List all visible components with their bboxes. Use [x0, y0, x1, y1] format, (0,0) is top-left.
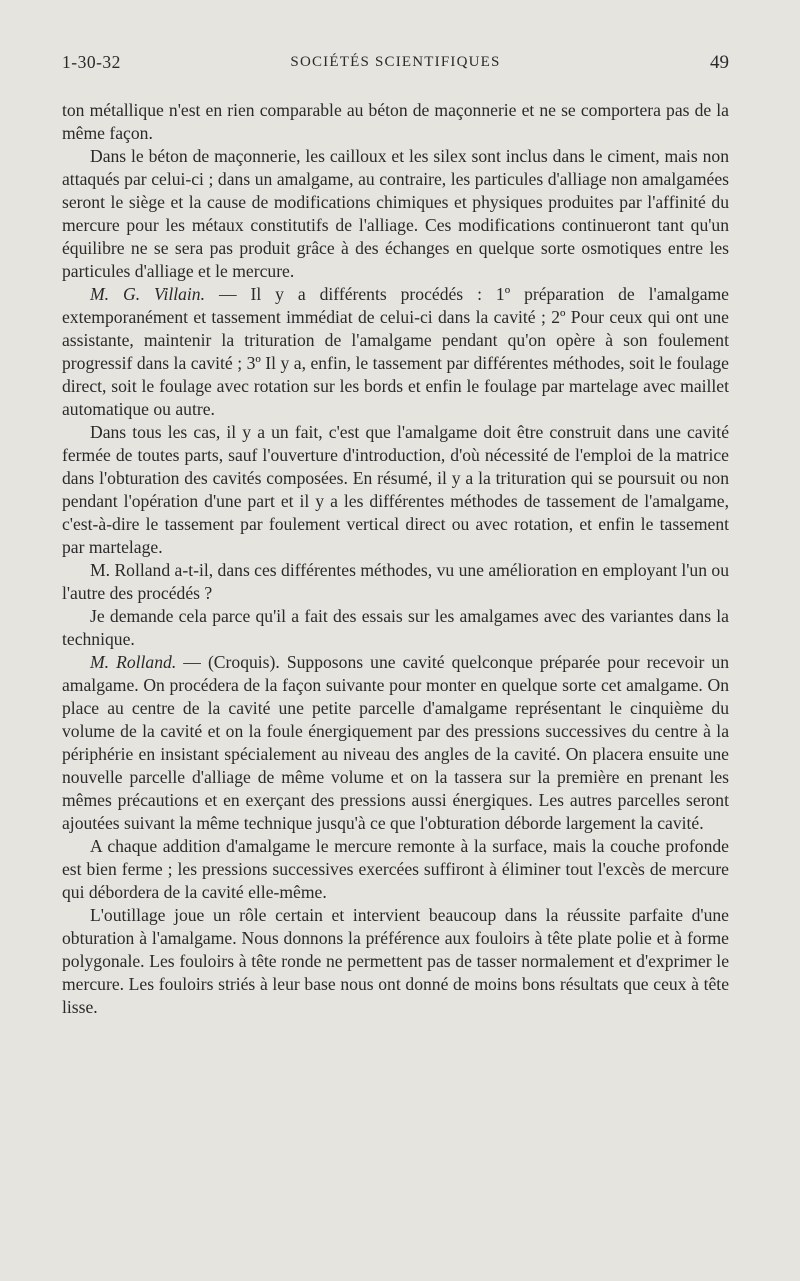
paragraph-text: — Il y a différents procédés : 1º préparation de l'amalgame extemporanément et tassement immédiat de celui-ci dans la cavité ; 2º Pour ceux qui ont une assistante, maintenir la trituration de l'amalgame pendant qu'on opère à son foulement progressif dans la cavité ; 3º Il y a, enfin, le tassement par différentes méthodes, soit le foulage direct, soit le foulage avec rotation sur les bords et enfin le foulage par martelage avec maillet automatique ou autre.: [62, 284, 729, 419]
paragraph-2: [62, 145, 729, 283]
paragraph-3: [62, 283, 729, 421]
paragraph-text: Dans tous les cas, il y a un fait, c'est que l'amalgame doit être construit dans une cavité fermée de toutes parts, sauf l'ouverture d'introduction, d'où nécessité de l'emploi de la matrice dans l'obturation des cavités composées. En résumé, il y a la trituration qui se poursuit ou non pendant l'opération d'une part et il y a les différentes méthodes de tassement de l'amalgame, c'est-à-dire le tassement par foulement vertical direct ou avec rotation, et enfin le tassement par martelage.: [62, 422, 729, 557]
paragraph-9: [62, 904, 729, 1019]
paragraph-text: L'outillage joue un rôle certain et intervient beaucoup dans la réussite parfaite d'une obturation à l'amalgame. Nous donnons la préférence aux fouloirs à tête plate polie et à forme polygonale. Les fouloirs à tête ronde ne permettent pas de tasser normalement et d'exprimer le mercure. Les fouloirs striés à leur base nous ont donné de moins bons résultats que ceux à tête lisse.: [62, 905, 729, 1017]
paragraph-text: M. Rolland a-t-il, dans ces différentes méthodes, vu une amélioration en employant l'un ou l'autre des procédés ?: [62, 560, 729, 603]
paragraph-7: [62, 651, 729, 835]
body-text: [62, 99, 729, 1019]
paragraph-8: [62, 835, 729, 904]
paragraph-5: [62, 559, 729, 605]
paragraph-6: [62, 605, 729, 651]
paragraph-text: ton métallique n'est en rien comparable au béton de maçonnerie et ne se comportera pas de la même façon.: [62, 100, 729, 143]
header-date: 1-30-32: [62, 52, 121, 72]
paragraph-text: A chaque addition d'amalgame le mercure remonte à la surface, mais la couche profonde est bien ferme ; les pressions successives exercées suffiront à éliminer tout l'excès de mercure qui débordera de la cavité elle-même.: [62, 836, 729, 902]
running-header: [62, 50, 729, 80]
page-number: 49: [710, 52, 729, 73]
paragraph-text: Je demande cela parce qu'il a fait des essais sur les amalgames avec des variantes dans la technique.: [62, 606, 729, 649]
speaker-name: M. Rolland.: [90, 652, 177, 672]
paragraph-text: Dans le béton de maçonnerie, les cailloux et les silex sont inclus dans le ciment, mais non attaqués par celui-ci ; dans un amalgame, au contraire, les particules d'alliage non amalgamées seront le siège et la cause de modifications chimiques et physiques produites par l'affinité du mercure pour les métaux constitutifs de l'alliage. Ces modifications continueront tant qu'un équilibre ne se sera pas produit grâce à des échanges en quelque sorte osmotiques entre les particules d'alliage et le mercure.: [62, 146, 729, 281]
paragraph-text: — (Croquis). Supposons une cavité quelconque préparée pour recevoir un amalgame. On procédera de la façon suivante pour monter en quelque sorte cet amalgame. On place au centre de la cavité une petite parcelle d'amalgame représentant le cinquième du volume de la cavité et on la foule énergiquement par des pressions successives du centre à la périphérie en insistant spécialement au niveau des angles de la cavité. On placera ensuite une nouvelle parcelle d'alliage de même volume et on la tassera sur la première en prenant les mêmes précautions et en exerçant des pressions aussi énergiques. Les autres parcelles seront ajoutées suivant la même technique jusqu'à ce que l'obturation déborde largement la cavité.: [62, 652, 729, 833]
speaker-name: M. G. Villain.: [90, 284, 206, 304]
paragraph-4: [62, 421, 729, 559]
paragraph-1: [62, 99, 729, 145]
header-title: SOCIÉTÉS SCIENTIFIQUES: [290, 54, 501, 70]
